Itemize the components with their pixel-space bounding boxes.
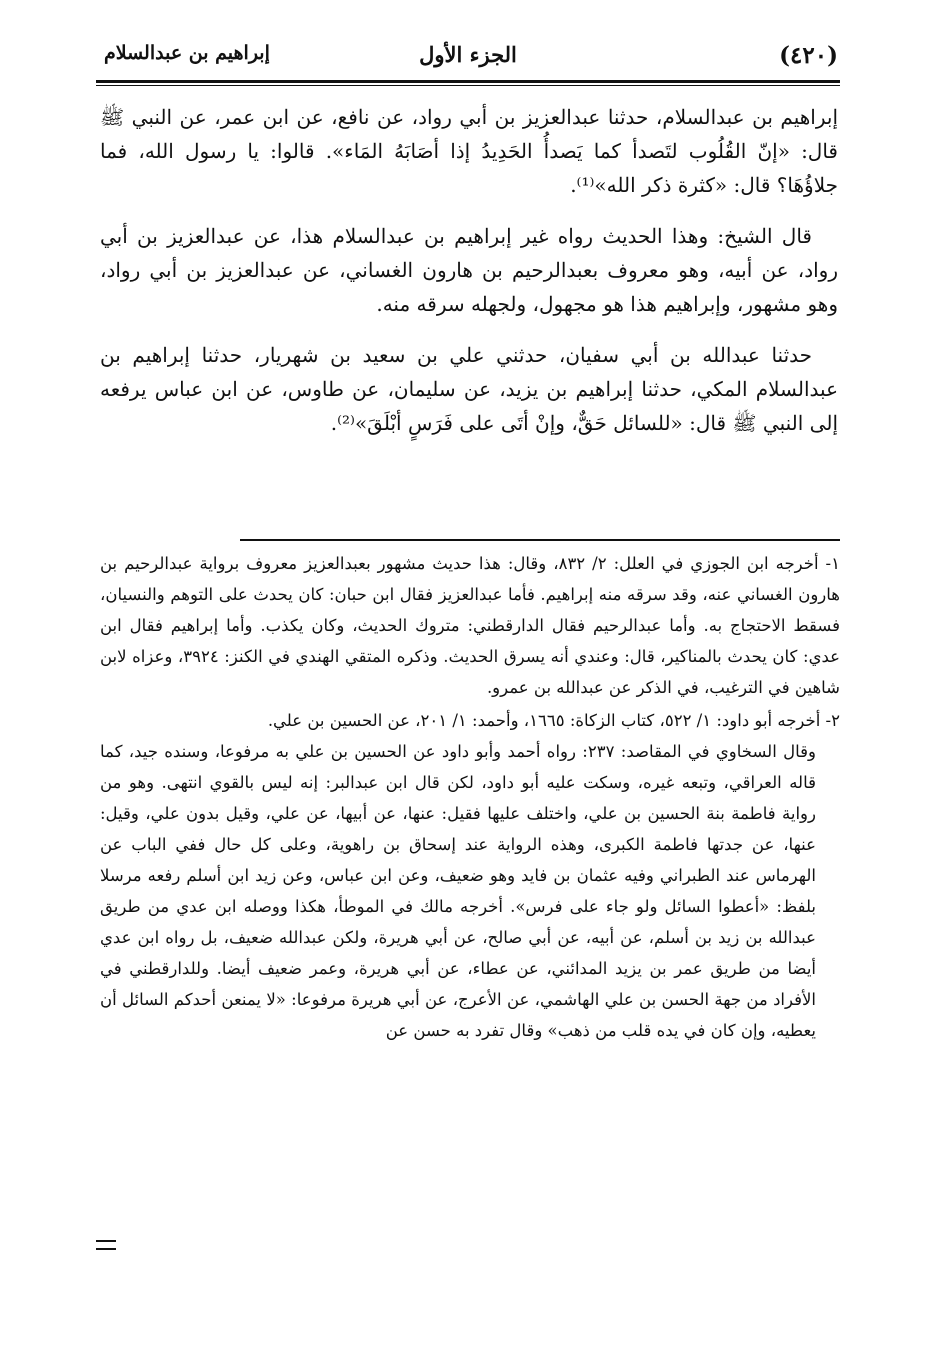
footnote-divider (240, 539, 840, 541)
main-paragraph-3: حدثنا عبدالله بن أبي سفيان، حدثني علي بن سعيد بن شهريار، حدثنا إبراهيم بن عبدالسلام المكي، حدثنا إبراهيم بن يزيد، عن سليمان، عن طاوس، عن ابن عباس يرفعه إلى النبي ﷺ قال: «للسائل حَقٌّ، وإنْ أتَى على فَرَسٍ أبْلَقَ»⁽²⁾. (100, 343, 838, 435)
footnotes (100, 548, 840, 1046)
continuation-mark (96, 1240, 116, 1250)
footnote-1: ١- أخرجه ابن الجوزي في العلل: ٢/ ٨٣٢، وقال: هذا حديث مشهور بعبدالعزيز معروف برواية عبدالرحيم بن هارون الغساني عنه، وقد سرقه منه إبراهيم. فأما عبدالعزيز فقال ابن حبان: كان يحدث على التوهم والنسيان، فسقط الاحتجاج به. وأما عبدالرحيم فقال الدارقطني: متروك الحديث، وكان يكذب. وأما إبراهيم فقال ابن عدي: كان يحدث بالمناكير، قال: وعندي أنه يسرق الحديث. وذكره المتقي الهندي في الكنز: ٣٩٢٤، وعزاه لابن شاهين في الترغيب، في الذكر عن عبدالله بن عمرو. (100, 554, 840, 697)
running-title: إبراهيم بن عبدالسلام (104, 42, 270, 64)
volume-title: الجزء الأول (419, 42, 517, 67)
main-paragraph-1: إبراهيم بن عبدالسلام، حدثنا عبدالعزيز بن أبي رواد، عن نافع، عن ابن عمر، عن النبي ﷺ قال: «إنّ القُلُوب لتَصدأ كما يَصدأُ الحَدِيدُ إذا أصَابَهُ المَاء». قالوا: يا رسول الله، فما جلاؤُهَا؟ قال: «كثرة ذكر الله»⁽¹⁾. (100, 105, 838, 197)
page-number: (٤٢٠) (779, 42, 838, 69)
main-text (100, 100, 838, 440)
main-paragraph-2: قال الشيخ: وهذا الحديث رواه غير إبراهيم بن عبدالسلام هذا، عن عبدالعزيز بن أبي رواد، عن أبيه، وهو معروف بعبدالرحيم بن هارون الغساني، عن عبدالعزيز بن أبي رواد، وهو مشهور، وإبراهيم هذا هو مجهول، ولجهله سرقه منه. (100, 224, 838, 316)
footnote-2-head: ٢- أخرجه أبو داود: ١/ ٥٢٢، كتاب الزكاة: ١٦٦٥، وأحمد: ١/ ٢٠١، عن الحسين بن علي. (267, 711, 840, 730)
footnote-2-body: وقال السخاوي في المقاصد: ٢٣٧: رواه أحمد وأبو داود عن الحسين بن علي به مرفوعا، وسنده جيد، كما قاله العراقي، وتبعه غيره، وسكت عليه أبو داود، لكن قال ابن عبدالبر: إنه ليس بالقوي انتهى. وهو من رواية فاطمة بنة الحسين بن علي، واختلف عليها فقيل: عنها، عن أبيها، عن علي، وقيل بدون علي، وقيل: عنها، عن جدتها فاطمة الكبرى، وهذه الرواية عند إسحاق بن راهوية، وعلى كل حال ففي الباب عن الهرماس عند الطبراني وفيه عثمان بن فايد وهو ضعيف، وعن ابن عباس، وعن زيد ابن أسلم رفعه مرسلا بلفظ: «أعطوا السائل ولو جاء على فرس». أخرجه مالك في الموطأ، هكذا ووصله ابن عدي من طريق عبدالله بن زيد بن أسلم، عن أبيه، عن أبي صالح، عن أبي هريرة، ولكن عبدالله ضعيف، بل رواه ابن عدي أيضا من طريق عمر بن يزيد المدائني، عن عطاء، عن أبي هريرة، وعمر ضعيف أيضا. وللدارقطني في الأفراد من جهة الحسن بن علي الهاشمي، عن الأعرج، عن أبي هريرة مرفوعا: «لا يمنعن أحدكم السائل أن يعطيه، وإن كان في يده قلب من ذهب» وقال تفرد به حسن عن (100, 742, 816, 1040)
header-divider (96, 80, 840, 86)
page-header (96, 36, 840, 76)
